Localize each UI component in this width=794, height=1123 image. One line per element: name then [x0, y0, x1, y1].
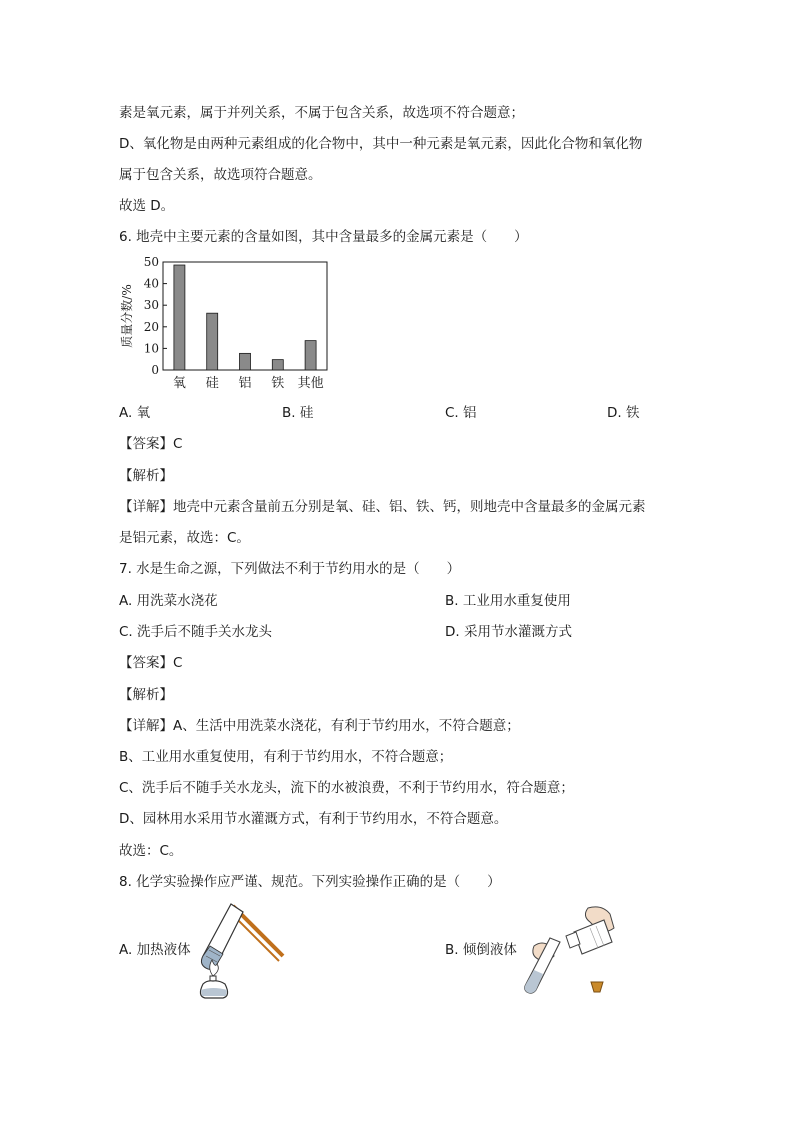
y-tick-label: 0 — [151, 363, 159, 377]
q6-option-c: C. 铝 — [445, 405, 477, 421]
q8-option-a: A. 加热液体 — [119, 942, 191, 958]
pouring-liquid-illustration — [520, 902, 620, 996]
q6-option-a: A. 氧 — [119, 405, 151, 421]
text-line: D、氧化物是由两种元素组成的化合物中，其中一种元素是氧元素，因此化合物和氧化物 — [119, 136, 643, 152]
bar-2 — [240, 353, 251, 370]
text-line: 属于包含关系，故选项符合题意。 — [119, 167, 322, 183]
detail-line: B、工业用水重复使用，有利于节约用水，不符合题意； — [119, 749, 453, 765]
bar-4 — [305, 341, 316, 370]
q7-option-a: A. 用洗菜水浇花 — [119, 593, 218, 609]
q6-option-b: B. 硅 — [282, 405, 314, 421]
x-category-label: 氧 — [172, 376, 186, 391]
q7-option-b: B. 工业用水重复使用 — [445, 593, 571, 609]
q7-option-c: C. 洗手后不随手关水龙头 — [119, 624, 273, 640]
q8-option-b: B. 倾倒液体 — [445, 942, 517, 958]
analysis-label: 【解析】 — [119, 468, 173, 484]
detail-line: 是铝元素，故选：C。 — [119, 530, 250, 546]
bar-1 — [207, 313, 218, 370]
detail-line: 故选：C。 — [119, 843, 183, 859]
detail-line: 【详解】A、生活中用洗菜水浇花，有利于节约用水，不符合题意； — [119, 718, 520, 734]
q6-option-d: D. 铁 — [607, 405, 640, 421]
detail-line: 【详解】地壳中元素含量前五分别是氧、硅、铝、铁、钙，则地壳中含量最多的金属元素 — [119, 499, 646, 515]
y-tick-label: 20 — [143, 319, 159, 334]
element-content-bar-chart — [117, 250, 337, 400]
y-tick-label: 30 — [143, 298, 159, 313]
question-6: 6. 地壳中主要元素的含量如图，其中含量最多的金属元素是（ ） — [119, 229, 528, 245]
heating-liquid-illustration — [195, 898, 295, 1000]
analysis-label: 【解析】 — [119, 687, 173, 703]
bar-0 — [174, 265, 185, 370]
question-8: 8. 化学实验操作应严谨、规范。下列实验操作正确的是（ ） — [119, 874, 501, 890]
x-category-label: 铁 — [271, 376, 285, 391]
text-line: 素是氧元素，属于并列关系，不属于包含关系，故选项不符合题意； — [119, 105, 524, 121]
y-tick-label: 40 — [143, 276, 159, 291]
detail-line: C、洗手后不随手关水龙头，流下的水被浪费，不利于节约用水，符合题意； — [119, 780, 574, 796]
x-category-label: 硅 — [205, 376, 219, 391]
question-7: 7. 水是生命之源，下列做法不利于节约用水的是（ ） — [119, 561, 461, 577]
y-tick-label: 50 — [143, 255, 159, 269]
y-tick-label: 10 — [143, 341, 159, 356]
q7-option-d: D. 采用节水灌溉方式 — [445, 624, 572, 640]
text-line: 故选 D。 — [119, 198, 175, 214]
answer-label: 【答案】C — [119, 436, 183, 452]
x-category-label: 其他 — [297, 376, 324, 391]
bar-3 — [272, 360, 283, 370]
x-category-label: 铝 — [238, 376, 252, 391]
answer-label: 【答案】C — [119, 655, 183, 671]
detail-line: D、园林用水采用节水灌溉方式，有利于节约用水，不符合题意。 — [119, 811, 508, 827]
y-axis-label: 质量分数/% — [120, 284, 134, 348]
